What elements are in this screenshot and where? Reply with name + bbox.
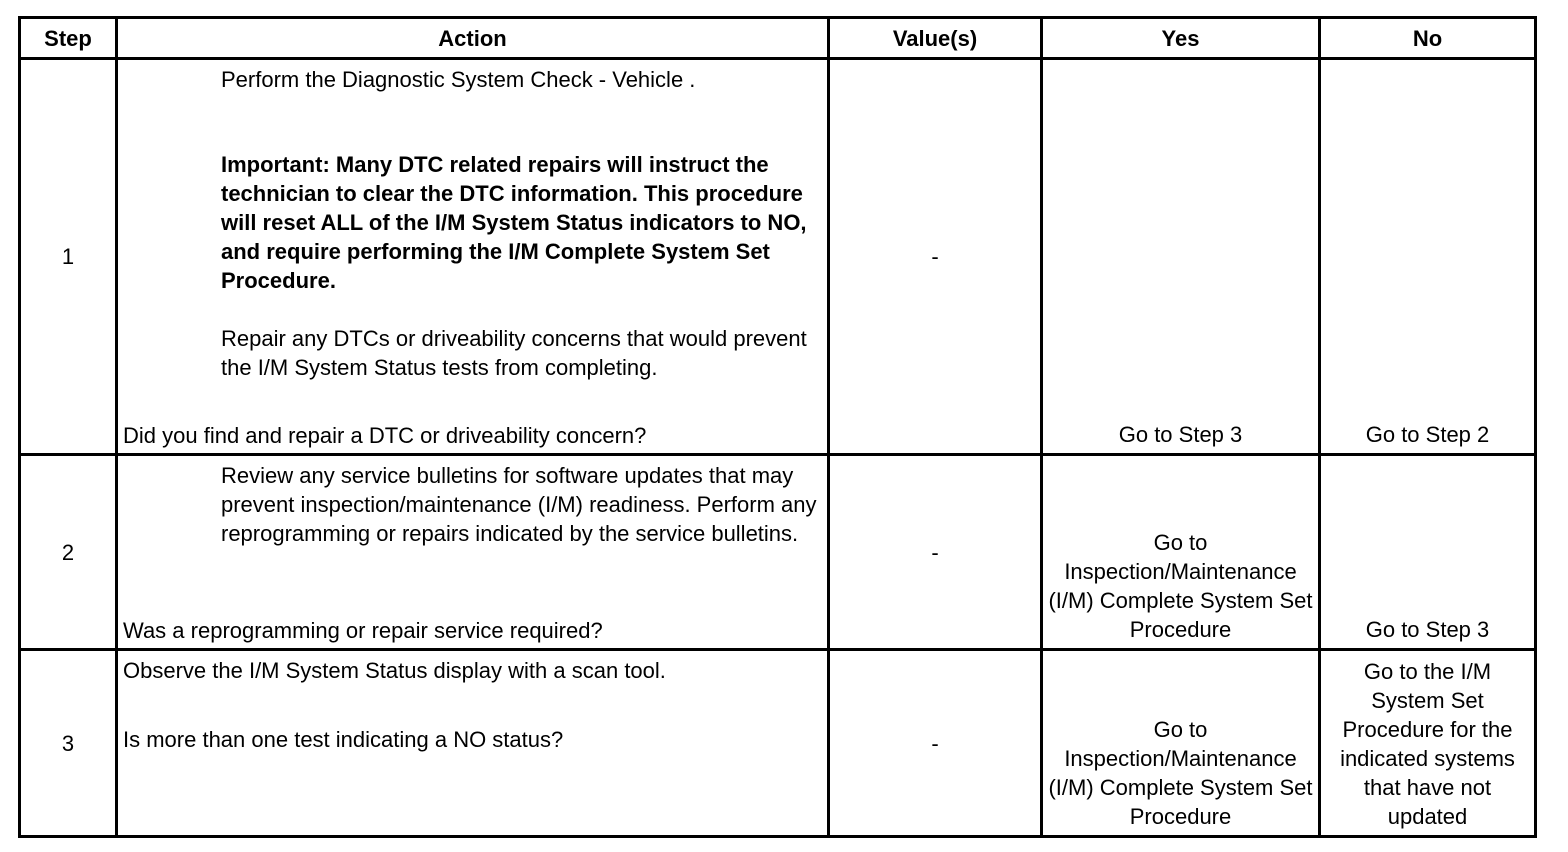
step-number: 2: [20, 455, 117, 650]
yes-cell: Go to Inspection/Maintenance (I/M) Complete System Set Procedure: [1042, 650, 1320, 837]
header-no: No: [1320, 18, 1536, 59]
action-text: Repair any DTCs or driveability concerns that would prevent the I/M System Status tests from completing.: [221, 326, 807, 380]
header-values: Value(s): [829, 18, 1042, 59]
action-cell: [117, 650, 829, 837]
step-number: 3: [20, 650, 117, 837]
value-cell: -: [829, 650, 1042, 837]
no-cell: Go to Step 2: [1320, 59, 1536, 455]
no-cell: Go to the I/M System Set Procedure for the indicated systems that have not updated: [1320, 650, 1536, 837]
action-text: Perform the Diagnostic System Check - Vehicle .: [221, 67, 696, 92]
yes-cell: Go to Inspection/Maintenance (I/M) Complete System Set Procedure: [1042, 455, 1320, 650]
header-action: Action: [117, 18, 829, 59]
action-text: Review any service bulletins for software updates that may prevent inspection/maintenance (I/M) readiness. Perform any reprogramming or repairs indicated by the service bulletins.: [221, 463, 817, 546]
table-row: [20, 59, 1536, 455]
question-text: Is more than one test indicating a NO status?: [123, 727, 564, 752]
header-yes: Yes: [1042, 18, 1320, 59]
yes-cell: Go to Step 3: [1042, 59, 1320, 455]
diagnostic-table: [18, 16, 1537, 838]
action-text: Observe the I/M System Status display with a scan tool.: [123, 658, 666, 683]
action-cell: [117, 455, 829, 650]
step-number: 1: [20, 59, 117, 455]
no-cell: Go to Step 3: [1320, 455, 1536, 650]
header-row: [20, 18, 1536, 59]
important-note: Important: Many DTC related repairs will instruct the technician to clear the DTC information. This procedure will reset ALL of the I/M System Status indicators to NO, and require performing the I/M Complete System Set Procedure.: [221, 152, 807, 293]
table-row: [20, 650, 1536, 837]
value-cell: -: [829, 59, 1042, 455]
question-text: Did you find and repair a DTC or driveability concern?: [123, 423, 647, 448]
action-cell: [117, 59, 829, 455]
table-row: [20, 455, 1536, 650]
value-cell: -: [829, 455, 1042, 650]
question-text: Was a reprogramming or repair service required?: [123, 618, 603, 643]
header-step: Step: [20, 18, 117, 59]
